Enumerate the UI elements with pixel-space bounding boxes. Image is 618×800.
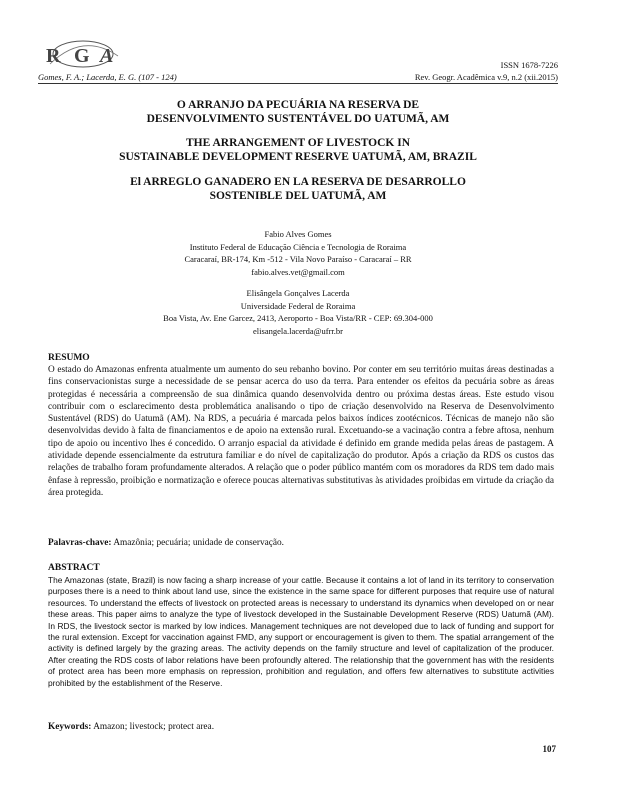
keywords-en-label: Keywords:: [48, 722, 92, 732]
author-address: Boa Vista, Av. Ene Garcez, 2413, Aeroporto - Boa Vista/RR - CEP: 69.304-000: [163, 313, 433, 323]
title-es-line-1: El ARREGLO GANADERO EN LA RESERVA DE DESARROLLO: [130, 176, 466, 188]
resumo-heading: RESUMO: [48, 353, 90, 363]
author-name: Elisângela Gonçalves Lacerda: [246, 288, 350, 298]
title-en-line-1: THE ARRANGEMENT OF LIVESTOCK IN: [185, 137, 411, 149]
logo-letter-g: G: [74, 45, 90, 67]
title-spanish: [38, 175, 558, 203]
author-affiliation: Instituto Federal de Educação Ciência e Tecnologia de Roraima: [189, 241, 407, 252]
page-number: 107: [542, 744, 556, 754]
title-english: [38, 136, 558, 164]
author-address: Caracaraí, BR-174, Km -512 - Vila Novo Paraíso - Caracaraí – RR: [184, 254, 412, 264]
running-header-authors: Gomes, F. A.; Lacerda, E. G. (107 - 124): [38, 72, 177, 82]
keywords-portuguese: [48, 537, 554, 549]
author-email[interactable]: elisangela.lacerda@ufrr.br: [253, 325, 343, 336]
title-en-line-2: SUSTAINABLE DEVELOPMENT RESERVE UATUMÃ, AM, BRAZIL: [119, 151, 477, 163]
author-affiliation: Universidade Federal de Roraima: [240, 300, 356, 311]
resumo-text: O estado do Amazonas enfrenta atualmente um aumento do seu rebanho bovino. Por conter em seu território muitas áreas destinadas a fins conservacionistas surge a necessidade de se pensar acerca do uso da terra. Para entender os efeitos da pecuária sobre as áreas protegidas é necessária a compreensão de sua dinâmica quando desenvolvida dentro ou próxima destas áreas. Este estudo visou contribuir com o esclarecimento desta problemática analisando o tipo de criação desenvolvido na Reserva de Desenvolvimento Sustentável (RDS) do Uatumã (AM). Na RDS, a pecuária é marcada pelos baixos índices zootécnicos. Técnicas de manejo não são desenvolvidas devido à falta de financiamentos e de apoio na extensão rural. Excetuando-se a vacinação contra a febre aftosa, nenhum tipo de apoio ou incentivo lhes é concedido. O arranjo espacial da atividade é definido em grande medida pelas áreas de pastagem. A atividade depende essencialmente da estrutura familiar e do nível de capitalização do produtor. Após a criação da RDS os custos das relações de trabalho foram profundamente alterados. A relação que o poder público mantém com os moradores da RDS tem dado mais ênfase à repressão, proibição e normatização e oferece poucas alternativas substitutivas às atividades proibidas em virtude da criação da área protegida.: [48, 365, 554, 498]
title-pt-line-2: DESENVOLVIMENTO SUSTENTÁVEL DO UATUMÃ, AM: [146, 113, 450, 125]
title-es-line-2: SOSTENIBLE DEL UATUMÃ, AM: [209, 190, 387, 202]
author-email[interactable]: fabio.alves.vet@gmail.com: [251, 266, 345, 277]
author-block-2: [38, 287, 558, 337]
logo-letter-a: A: [100, 45, 114, 67]
issn: ISSN 1678-7226: [500, 60, 558, 70]
author-name: Fabio Alves Gomes: [264, 229, 332, 239]
keywords-en-values: Amazon; livestock; protect area.: [93, 722, 215, 732]
title-portuguese: [38, 98, 558, 126]
author-block-1: [38, 228, 558, 278]
header-divider: [38, 83, 558, 84]
logo-letter-r: R: [46, 45, 61, 67]
keywords-pt-values: Amazônia; pecuária; unidade de conservação.: [113, 538, 284, 548]
journal-logo: [38, 36, 128, 72]
keywords-pt-label: Palavras-chave:: [48, 538, 112, 548]
title-pt-line-1: O ARRANJO DA PECUÁRIA NA RESERVA DE: [176, 99, 420, 111]
running-header-journal: Rev. Geogr. Acadêmica v.9, n.2 (xii.2015): [414, 72, 558, 82]
abstract-heading: ABSTRACT: [48, 563, 100, 573]
keywords-english: [48, 721, 554, 733]
abstract-text: The Amazonas (state, Brazil) is now facing a sharp increase of your cattle. Because it contains a lot of land in its territory to conservation purposes there is a need to think about land use, since the existence in the same space for different purposes that require use of natural resources. To understand the effects of livestock on protected areas is necessary to understand its dynamics when developed on or near these areas. This paper aims to analyze the type of livestock developed in the Sustainable Development Reserve (RDS) Uatumã (AM). In RDS, the livestock sector is marked by low indices. Management techniques are not developed due to lack of funding and support for the rural extension. Except for vaccination against FMD, any support or encouragement is given to them. The spatial arrangement of the activity is defined largely by the grazing areas. The activity depends on the family structure and level of capitalization of the producer. After creating the RDS costs of labor relations have been profoundly altered. The relationship that the government has with the residents of protect area has been more emphasis on repression, prohibition and regulation, and offers few alternatives to substitute activities prohibited by the establishment of the Reserve.: [48, 575, 554, 688]
